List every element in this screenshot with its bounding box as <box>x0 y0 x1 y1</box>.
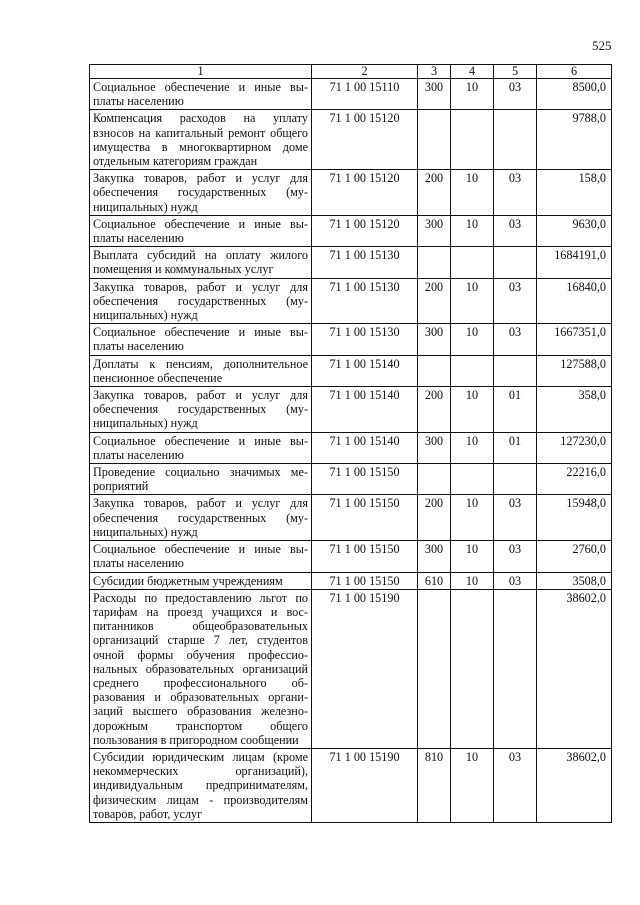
subsection-cell <box>494 110 537 170</box>
subsection-cell <box>494 355 537 386</box>
amount-cell: 1684191,0 <box>537 247 612 278</box>
expense-type-cell: 200 <box>418 495 451 541</box>
amount-cell: 127230,0 <box>537 432 612 463</box>
subsection-cell <box>494 464 537 495</box>
table-row <box>90 748 612 822</box>
table-row <box>90 215 612 246</box>
amount-cell: 15948,0 <box>537 495 612 541</box>
target-code-cell: 71 1 00 15140 <box>312 387 418 433</box>
target-code-cell: 71 1 00 15110 <box>312 79 418 110</box>
expense-name-cell: Закупка товаров, работ и услуг для обеспечения государственных (муниципальных) нужд <box>90 278 312 324</box>
table-row <box>90 110 612 170</box>
expense-type-cell: 300 <box>418 324 451 355</box>
expense-type-cell: 300 <box>418 215 451 246</box>
subsection-cell: 01 <box>494 432 537 463</box>
expense-name-cell: Социальное обеспечение и иные выплаты населению <box>90 215 312 246</box>
expense-type-cell: 810 <box>418 748 451 822</box>
expense-type-cell: 610 <box>418 572 451 589</box>
target-code-cell: 71 1 00 15120 <box>312 215 418 246</box>
expense-name-cell: Социальное обеспечение и иные выплаты населению <box>90 324 312 355</box>
amount-cell: 22216,0 <box>537 464 612 495</box>
target-code-cell: 71 1 00 15190 <box>312 748 418 822</box>
target-code-cell: 71 1 00 15130 <box>312 324 418 355</box>
expense-type-cell: 200 <box>418 278 451 324</box>
header-cell: 6 <box>537 65 612 79</box>
expense-name-cell: Проведение социально значимых мероприятий <box>90 464 312 495</box>
section-cell <box>451 464 494 495</box>
expense-type-cell: 300 <box>418 541 451 572</box>
subsection-cell: 03 <box>494 170 537 216</box>
section-cell: 10 <box>451 324 494 355</box>
subsection-cell: 03 <box>494 541 537 572</box>
subsection-cell: 03 <box>494 324 537 355</box>
subsection-cell <box>494 247 537 278</box>
target-code-cell: 71 1 00 15140 <box>312 432 418 463</box>
target-code-cell: 71 1 00 15120 <box>312 170 418 216</box>
amount-cell: 1667351,0 <box>537 324 612 355</box>
table-row <box>90 387 612 433</box>
amount-cell: 38602,0 <box>537 589 612 748</box>
section-cell: 10 <box>451 79 494 110</box>
target-code-cell: 71 1 00 15140 <box>312 355 418 386</box>
table-row <box>90 247 612 278</box>
amount-cell: 3508,0 <box>537 572 612 589</box>
target-code-cell: 71 1 00 15130 <box>312 247 418 278</box>
section-cell: 10 <box>451 541 494 572</box>
subsection-cell: 03 <box>494 215 537 246</box>
table-row <box>90 589 612 748</box>
table-row <box>90 355 612 386</box>
table-row <box>90 432 612 463</box>
header-cell: 4 <box>451 65 494 79</box>
expense-name-cell: Выплата субсидий на оплату жилого помещения и коммунальных услуг <box>90 247 312 278</box>
subsection-cell <box>494 589 537 748</box>
header-cell: 5 <box>494 65 537 79</box>
page-number: 525 <box>592 38 612 53</box>
target-code-cell: 71 1 00 15120 <box>312 110 418 170</box>
expense-type-cell: 300 <box>418 432 451 463</box>
expense-name-cell: Закупка товаров, работ и услуг для обеспечения государственных (муниципальных) нужд <box>90 387 312 433</box>
amount-cell: 9630,0 <box>537 215 612 246</box>
table-header-row <box>90 65 612 79</box>
table-row <box>90 541 612 572</box>
table-row <box>90 278 612 324</box>
expense-type-cell <box>418 464 451 495</box>
amount-cell: 9788,0 <box>537 110 612 170</box>
expense-type-cell <box>418 247 451 278</box>
amount-cell: 2760,0 <box>537 541 612 572</box>
target-code-cell: 71 1 00 15130 <box>312 278 418 324</box>
target-code-cell: 71 1 00 15150 <box>312 572 418 589</box>
subsection-cell: 01 <box>494 387 537 433</box>
expense-name-cell: Субсидии юридическим лицам (кроме некоммерческих организаций), индивидуальным предпринимателям, физическим лицам - производителям товаров, работ, услуг <box>90 748 312 822</box>
target-code-cell: 71 1 00 15150 <box>312 541 418 572</box>
table-row <box>90 79 612 110</box>
header-cell: 3 <box>418 65 451 79</box>
amount-cell: 8500,0 <box>537 79 612 110</box>
budget-table <box>89 64 612 823</box>
expense-name-cell: Социальное обеспечение и иные выплаты населению <box>90 432 312 463</box>
amount-cell: 38602,0 <box>537 748 612 822</box>
target-code-cell: 71 1 00 15150 <box>312 495 418 541</box>
table-row <box>90 170 612 216</box>
section-cell: 10 <box>451 572 494 589</box>
section-cell <box>451 247 494 278</box>
section-cell: 10 <box>451 170 494 216</box>
subsection-cell: 03 <box>494 278 537 324</box>
subsection-cell: 03 <box>494 748 537 822</box>
amount-cell: 127588,0 <box>537 355 612 386</box>
expense-type-cell: 200 <box>418 170 451 216</box>
expense-type-cell: 200 <box>418 387 451 433</box>
section-cell: 10 <box>451 215 494 246</box>
section-cell: 10 <box>451 432 494 463</box>
amount-cell: 358,0 <box>537 387 612 433</box>
amount-cell: 16840,0 <box>537 278 612 324</box>
section-cell: 10 <box>451 387 494 433</box>
expense-name-cell: Компенсация расходов на уплату взносов на капитальный ремонт общего имущества в многоквартирном доме отдельным категориям граждан <box>90 110 312 170</box>
target-code-cell: 71 1 00 15150 <box>312 464 418 495</box>
section-cell <box>451 589 494 748</box>
subsection-cell: 03 <box>494 495 537 541</box>
expense-type-cell <box>418 589 451 748</box>
section-cell: 10 <box>451 748 494 822</box>
header-cell: 2 <box>312 65 418 79</box>
expense-type-cell: 300 <box>418 79 451 110</box>
expense-name-cell: Социальное обеспечение и иные выплаты населению <box>90 541 312 572</box>
amount-cell: 158,0 <box>537 170 612 216</box>
expense-name-cell: Социальное обеспечение и иные выплаты населению <box>90 79 312 110</box>
table-row <box>90 464 612 495</box>
section-cell: 10 <box>451 278 494 324</box>
expense-type-cell <box>418 110 451 170</box>
section-cell <box>451 355 494 386</box>
expense-name-cell: Закупка товаров, работ и услуг для обеспечения государственных (муниципальных) нужд <box>90 170 312 216</box>
subsection-cell: 03 <box>494 79 537 110</box>
table-row <box>90 324 612 355</box>
table-row <box>90 572 612 589</box>
target-code-cell: 71 1 00 15190 <box>312 589 418 748</box>
expense-name-cell: Расходы по предоставлению льгот по тарифам на проезд учащихся и воспитанников общеобразовательных организаций старше 7 лет, студентов очной формы обучения профессиональных образовательных организаций среднего профессионального образования и образовательных организаций высшего образования железнодорожным транспортом общего пользования в пригородном сообщении <box>90 589 312 748</box>
expense-name-cell: Доплаты к пенсиям, дополнительное пенсионное обеспечение <box>90 355 312 386</box>
section-cell <box>451 110 494 170</box>
expense-name-cell: Закупка товаров, работ и услуг для обеспечения государственных (муниципальных) нужд <box>90 495 312 541</box>
expense-name-cell: Субсидии бюджетным учреждениям <box>90 572 312 589</box>
subsection-cell: 03 <box>494 572 537 589</box>
section-cell: 10 <box>451 495 494 541</box>
table-row <box>90 495 612 541</box>
expense-type-cell <box>418 355 451 386</box>
header-cell: 1 <box>90 65 312 79</box>
